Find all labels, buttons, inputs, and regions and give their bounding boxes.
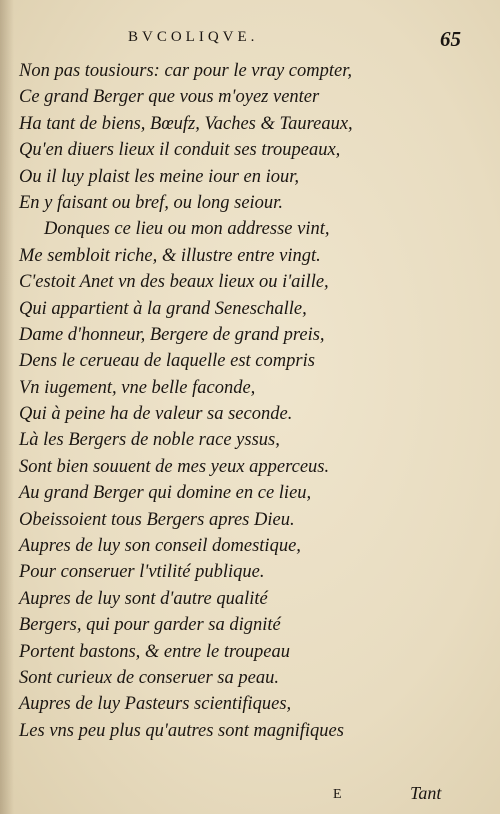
verse-line: Donques ce lieu ou mon addresse vint, [44, 219, 330, 240]
verse-line: Sont curieux de conseruer sa peau. [19, 667, 279, 688]
verse-line: Aupres de luy Pasteurs scientifiques, [19, 694, 292, 715]
verse-line: Obeissoient tous Bergers apres Dieu. [19, 509, 295, 530]
verse-line: C'estoit Anet vn des beaux lieux ou i'aille, [19, 272, 329, 293]
page-header-title: BVCOLIQVE. [128, 29, 259, 45]
page-footer [0, 783, 500, 807]
verse-line: Qui à peine ha de valeur sa seconde. [19, 404, 293, 425]
verse-line: Aupres de luy sont d'autre qualité [19, 588, 268, 609]
verse-line: Sont bien souuent de mes yeux apperceus. [19, 456, 330, 477]
verse-line: Aupres de luy son conseil domestique, [19, 536, 301, 557]
verse-line: Ce grand Berger que vous m'oyez venter [19, 87, 320, 108]
page-number: 65 [440, 27, 461, 51]
verse-line: Qui appartient à la grand Seneschalle, [19, 298, 307, 319]
verse-block [0, 58, 500, 744]
catchword: Tant [410, 783, 442, 803]
verse-line: Pour conseruer l'vtilité publique. [19, 562, 265, 583]
verse-line: Bergers, qui pour garder sa dignité [19, 615, 281, 636]
signature-mark: E [333, 787, 342, 802]
verse-line: Les vns peu plus qu'autres sont magnifiques [19, 720, 344, 741]
verse-line: Dens le cerueau de laquelle est compris [19, 351, 315, 372]
verse-line: Ou il luy plaist les meine iour en iour, [19, 166, 300, 187]
verse-line: Là les Bergers de noble race yssus, [19, 430, 280, 451]
verse-line: Portent bastons, & entre le troupeau [19, 641, 290, 662]
verse-line: Non pas tousiours: car pour le vray compter, [19, 61, 352, 81]
verse-line: Qu'en diuers lieux il conduit ses troupeaux, [19, 140, 341, 161]
verse-line: Ha tant de biens, Bœufz, Vaches & Taureaux, [19, 113, 353, 134]
running-head [0, 29, 500, 53]
verse-line: En y faisant ou bref, ou long seiour. [19, 192, 283, 213]
verse-line: Dame d'honneur, Bergere de grand preis, [19, 324, 325, 345]
verse-line: Me sembloit riche, & illustre entre vingt. [19, 245, 321, 266]
verse-line: Vn iugement, vne belle faconde, [19, 377, 256, 398]
verse-line: Au grand Berger qui domine en ce lieu, [19, 483, 312, 504]
